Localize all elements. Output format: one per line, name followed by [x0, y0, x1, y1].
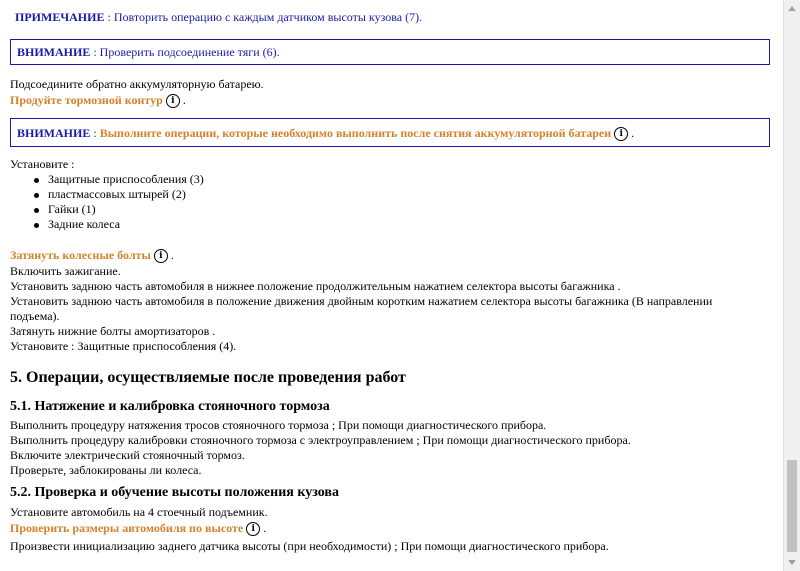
list-item: пластмассовых штырей (2): [10, 187, 204, 202]
vertical-scrollbar[interactable]: [783, 0, 800, 571]
check-dims-link[interactable]: Проверить размеры автомобиля по высоте: [10, 521, 244, 535]
section-5-1-line: Включите электрический стояночный тормоз.: [10, 448, 245, 462]
battery-ops-link[interactable]: Выполните операции, которые необходимо выполнить после снятия аккумуляторной батареи: [99, 126, 612, 140]
info-icon[interactable]: i: [166, 94, 180, 108]
step-line: подъема).: [10, 309, 60, 323]
scroll-thumb[interactable]: [787, 460, 797, 552]
install-list: [10, 172, 204, 232]
chevron-down-icon: [788, 560, 796, 565]
tighten-bolts-suffix: .: [167, 248, 174, 262]
info-icon[interactable]: i: [246, 522, 260, 536]
warning-sep: :: [90, 126, 100, 140]
warning-text: : Проверить подсоединение тяги (6).: [90, 45, 280, 59]
list-item: Гайки (1): [10, 202, 204, 217]
step-line: Установите : Защитные приспособления (4).: [10, 339, 237, 353]
list-item: Задние колеса: [10, 217, 204, 232]
list-item: Защитные приспособления (3): [10, 172, 204, 187]
step-line: Включить зажигание.: [10, 264, 121, 278]
section-5-1-line: Выполнить процедуру натяжения тросов стояночного тормоза ; При помощи диагностического прибора.: [10, 418, 547, 432]
tighten-bolts-line: [10, 248, 174, 263]
tighten-bolts-link[interactable]: Затянуть колесные болты: [10, 248, 151, 262]
section-5-2-line: Произвести инициализацию заднего датчика высоты (при необходимости) ; При помощи диагностического прибора.: [10, 539, 609, 553]
note-label: ПРИМЕЧАНИЕ: [15, 10, 105, 24]
section-5-1-line: Проверьте, заблокированы ли колеса.: [10, 463, 202, 477]
chevron-up-icon: [788, 6, 796, 11]
section-5-heading: 5. Операции, осуществляемые после проведения работ: [10, 369, 406, 386]
info-icon[interactable]: i: [614, 127, 628, 141]
check-dims-suffix: .: [260, 521, 267, 535]
info-icon[interactable]: i: [154, 249, 168, 263]
scroll-up-button[interactable]: [784, 0, 800, 17]
note-text: : Повторить операцию с каждым датчиком высоты кузова (7).: [104, 10, 423, 24]
warning-battery-line: [17, 126, 634, 141]
reconnect-battery-text: Подсоедините обратно аккумуляторную батарею.: [10, 77, 264, 91]
bleed-brake-suffix: .: [179, 93, 186, 107]
section-5-2-heading: 5.2. Проверка и обучение высоты положения кузова: [10, 485, 339, 500]
warning-label: ВНИМАНИЕ: [17, 126, 91, 140]
section-5-1-line: Выполнить процедуру калибровки стояночного тормоза с электроуправлением ; При помощи диагностического прибора.: [10, 433, 631, 447]
section-5-1-heading: 5.1. Натяжение и калибровка стояночного тормоза: [10, 399, 330, 414]
step-line: Затянуть нижние болты амортизаторов .: [10, 324, 216, 338]
warning-label: ВНИМАНИЕ: [17, 45, 91, 59]
check-dims-line: [10, 521, 266, 536]
step-line: Установить заднюю часть автомобиля в положение движения двойным коротким нажатием селектора высоты багажника (В направлении: [10, 294, 713, 308]
note-line: [15, 10, 422, 25]
scroll-down-button[interactable]: [784, 554, 800, 571]
bleed-brake-line: [10, 93, 186, 108]
section-5-2-line: Установите автомобиль на 4 стоечный подъемник.: [10, 505, 268, 519]
warning-link-line: [17, 45, 280, 60]
install-label: Установите :: [10, 157, 75, 171]
bleed-brake-link[interactable]: Продуйте тормозной контур: [10, 93, 163, 107]
warning-suffix: .: [628, 126, 635, 140]
step-line: Установить заднюю часть автомобиля в нижнее положение продолжительным нажатием селектора высоты багажника .: [10, 279, 621, 293]
